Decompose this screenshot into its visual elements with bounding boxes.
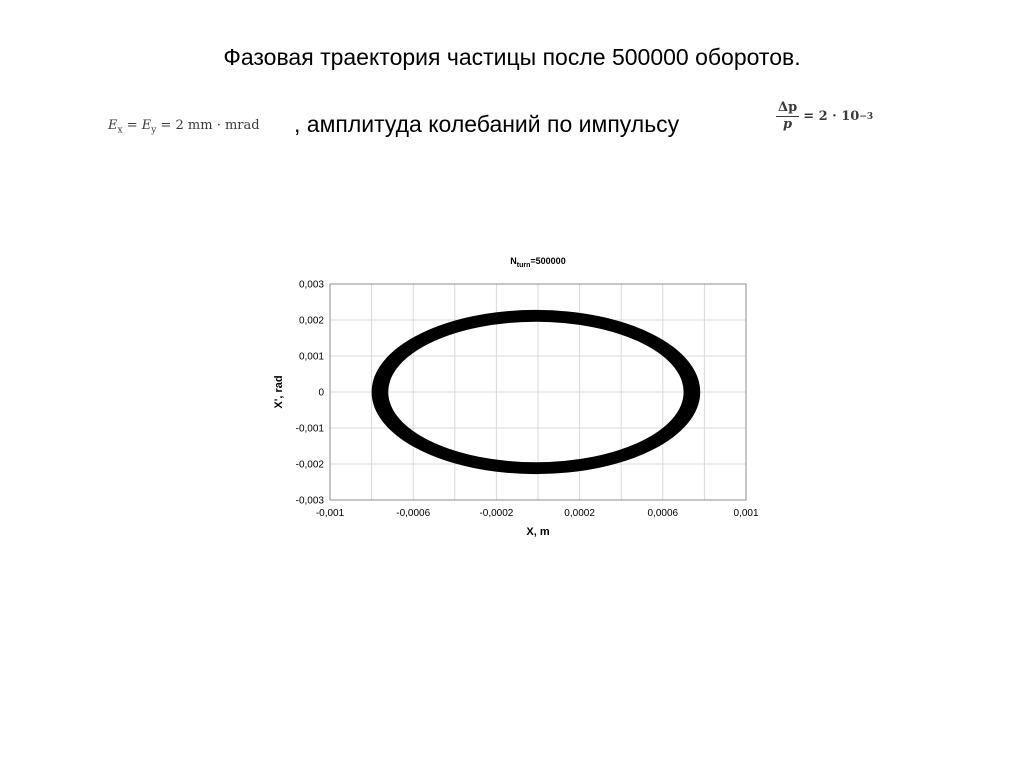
x-tick-label: 0,001 [733,508,759,519]
phase-trajectory-chart [240,248,780,548]
momentum-exponent: −3 [859,111,874,122]
momentum-numerator: Δp [778,100,798,115]
x-tick-label: -0,0006 [396,508,431,519]
emittance-value: = 2 mm · mrad [160,118,260,133]
y-tick-label: 0 [318,387,324,399]
slide-title: Фазовая траектория частицы после 500000 оборотов. [223,44,801,70]
y-tick-label: 0,003 [298,279,324,291]
amplitude-text: , амплитуда колебаний по импульсу [294,111,680,137]
emittance-symbol-x: E [108,118,118,133]
x-axis-label: X, m [526,526,550,538]
emittance-symbol-y: E [141,118,152,133]
emittance-formula: $E_x = E_y = 2$ mm · mrad [108,118,260,136]
y-tick-label: -0,002 [295,459,324,471]
x-tick-label: -0,001 [315,508,345,519]
y-axis-label: X', rad [273,375,285,409]
x-tick-label: -0,0002 [479,508,514,519]
momentum-value: = 2 · 10 [803,109,860,124]
y-tick-label: 0,001 [298,351,324,363]
y-tick-label: 0,002 [298,315,324,327]
momentum-spread-formula [776,100,873,133]
emittance-sub-y: y [151,125,157,136]
y-tick-label: -0,003 [295,495,324,507]
y-tick-label: -0,001 [295,423,324,435]
chart-title: $N_{turn}=500000$ [510,256,566,269]
x-tick-label: 0,0006 [647,508,679,519]
momentum-denominator: p [783,117,793,132]
emittance-sub-x: x [117,125,123,136]
x-tick-label: 0,0002 [564,508,595,519]
momentum-fraction [776,100,799,133]
